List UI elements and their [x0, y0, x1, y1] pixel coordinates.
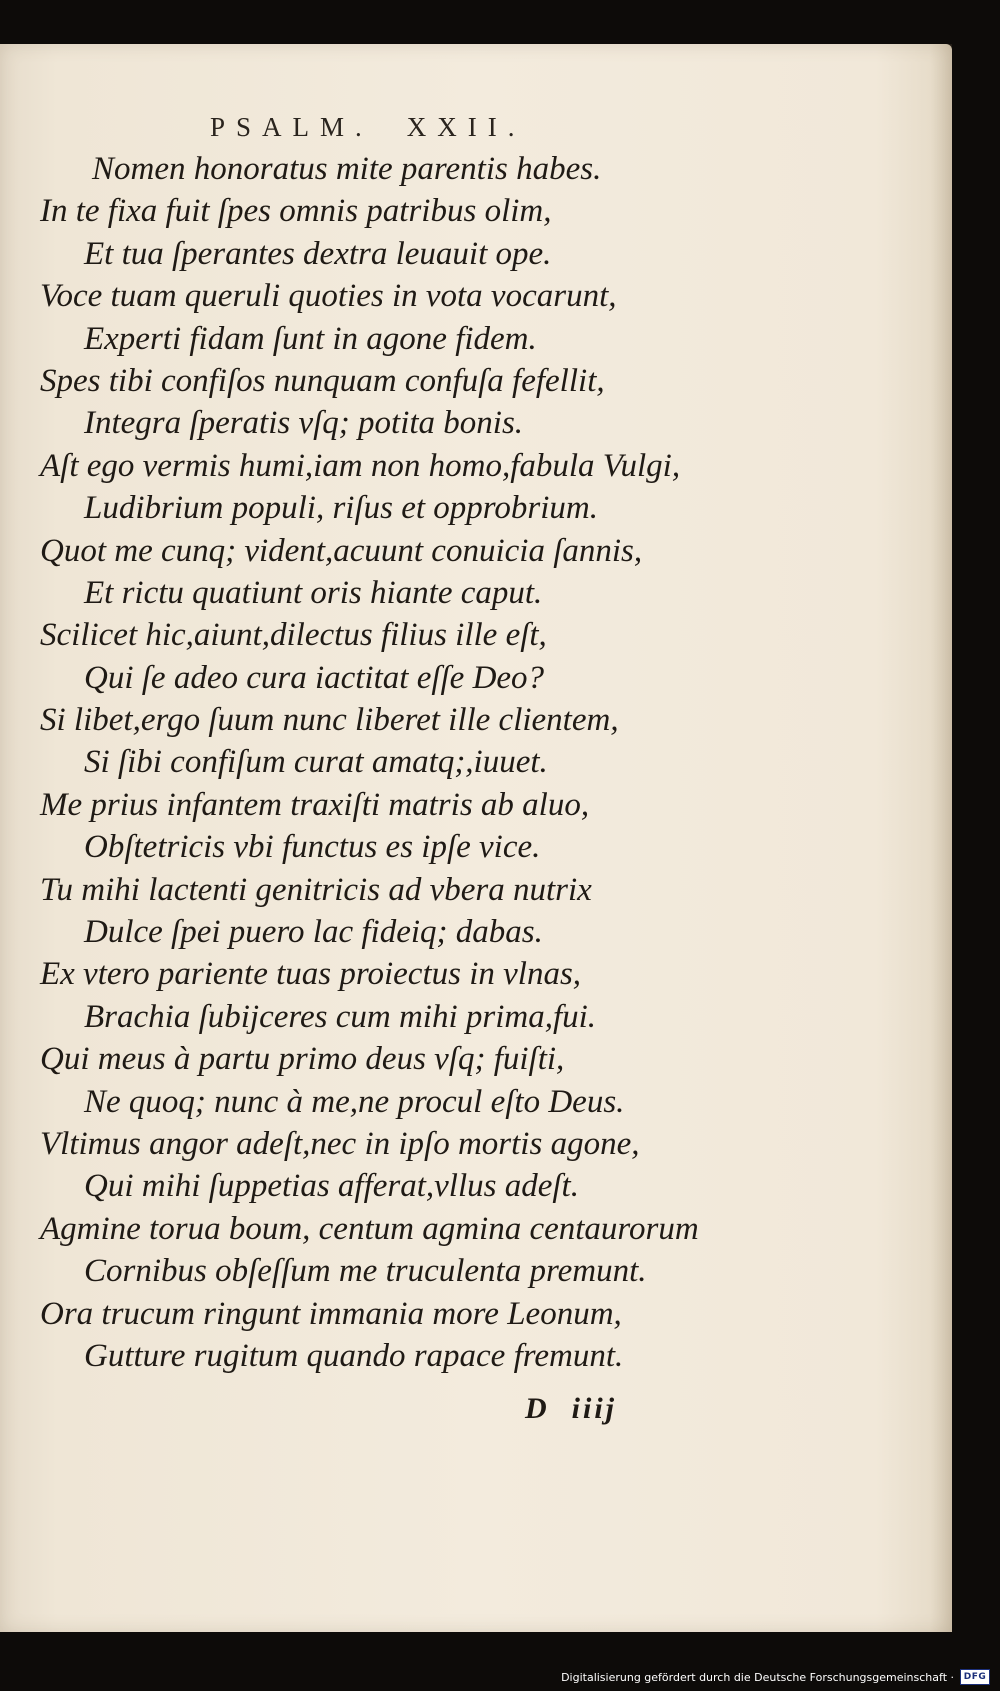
header-right: XXII. — [406, 112, 526, 142]
dfg-logo-icon: DFG — [960, 1669, 990, 1685]
verse-line: Scilicet hic,aiunt,dilectus filius ille eſt, — [40, 617, 547, 654]
verse-line: Agmine torua boum, centum agmina centaurorum — [40, 1210, 699, 1247]
digitization-credit — [557, 1667, 994, 1687]
verse-line: Vltimus angor adeſt,nec in ipſo mortis agone, — [40, 1125, 640, 1162]
verse-line: Ludibrium populi, riſus et opprobrium. — [84, 490, 598, 527]
verse-line: Spes tibi confiſos nunquam confuſa fefellit, — [40, 362, 605, 399]
verse-line: Experti fidam ſunt in agone fidem. — [84, 320, 537, 357]
running-header — [210, 112, 590, 143]
verse-line: Qui ſe adeo cura iactitat eſſe Deo? — [84, 659, 545, 696]
verse-line: Si ſibi confiſum curat amatq;,iuuet. — [84, 744, 548, 781]
verse-line: Gutture rugitum quando rapace fremunt. — [84, 1337, 624, 1374]
verse-line: Ne quoq; nunc à me,ne procul eſto Deus. — [84, 1083, 625, 1120]
verse-line: Ora trucum ringunt immania more Leonum, — [40, 1295, 622, 1332]
verse-line: Si libet,ergo ſuum nunc liberet ille clientem, — [40, 702, 619, 739]
verse-line: Et tua ſperantes dextra leuauit ope. — [84, 235, 552, 272]
credit-text: Digitalisierung gefördert durch die Deutsche Forschungsgemeinschaft · — [561, 1670, 954, 1684]
signature-letter: D — [525, 1392, 550, 1425]
page-edge-shadow — [930, 44, 952, 1632]
verse-line: Aſt ego vermis humi,iam non homo,fabula Vulgi, — [40, 447, 681, 484]
verse-line: Nomen honoratus mite parentis habes. — [92, 151, 602, 187]
signature-mark — [525, 1392, 617, 1426]
verse-line: Me prius infantem traxiſti matris ab aluo, — [40, 786, 590, 823]
verse-text — [0, 148, 760, 1377]
verse-line: Et rictu quatiunt oris hiante caput. — [84, 574, 543, 611]
verse-line: Tu mihi lactenti genitricis ad vbera nutrix — [40, 871, 592, 908]
header-left: PSALM. — [210, 112, 373, 142]
verse-line: Voce tuam queruli quoties in vota vocarunt, — [40, 278, 617, 315]
verse-line: Qui meus à partu primo deus vſq; fuiſti, — [40, 1041, 565, 1078]
verse-line: Ex vtero pariente tuas proiectus in vlnas, — [40, 956, 582, 993]
verse-line: Integra ſperatis vſq; potita bonis. — [84, 405, 524, 442]
verse-line: Obſtetricis vbi functus es ipſe vice. — [84, 829, 541, 866]
verse-line: Dulce ſpei puero lac fideiq; dabas. — [84, 914, 543, 951]
verse-line: Qui mihi ſuppetias afferat,vllus adeſt. — [84, 1168, 579, 1205]
verse-line: Quot me cunq; vident,acuunt conuicia ſannis, — [40, 532, 643, 569]
verse-line: Cornibus obſeſſum me truculenta premunt. — [84, 1253, 647, 1290]
verse-line: Brachia ſubijceres cum mihi prima,fui. — [84, 998, 597, 1035]
signature-numeral: iiij — [571, 1392, 618, 1425]
verse-line: In te fixa fuit ſpes omnis patribus olim, — [40, 193, 552, 230]
